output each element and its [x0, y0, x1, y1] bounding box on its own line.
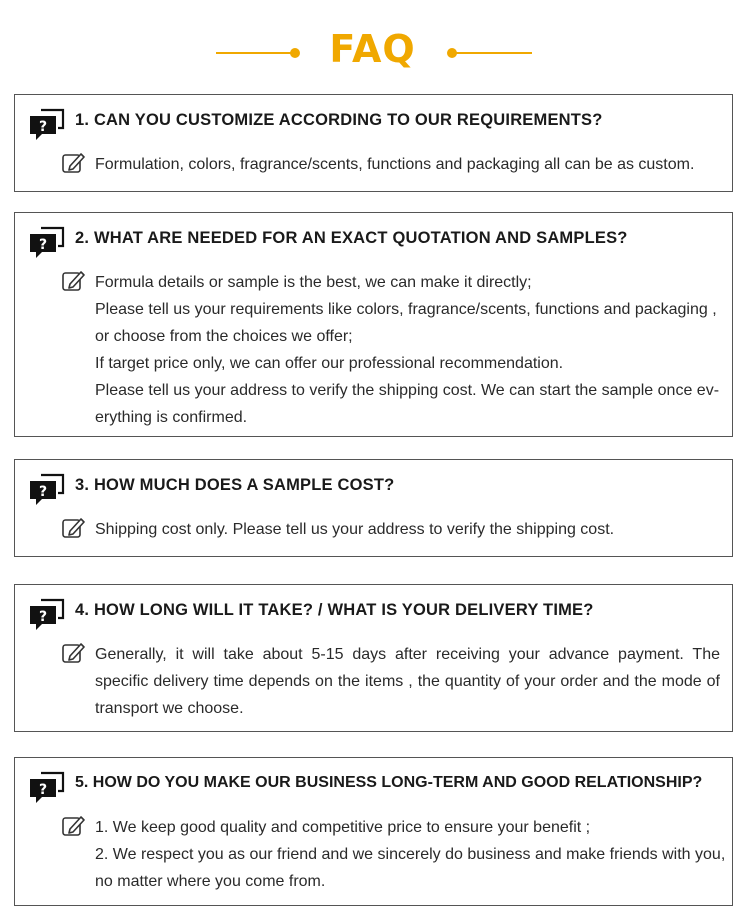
question-chat-icon — [28, 597, 66, 631]
question-text: 4. HOW LONG WILL IT TAKE? / WHAT IS YOUR DELIVERY TIME? — [75, 601, 594, 619]
faq-item-5 — [14, 757, 733, 906]
question-chat-icon — [28, 225, 66, 259]
answer-line: or choose from the choices we offer; — [95, 328, 353, 345]
edit-icon — [61, 814, 85, 838]
edit-icon — [61, 641, 85, 665]
answer-line: 2. We respect you as our friend and we sincerely do business and make friends with you, — [95, 846, 726, 863]
edit-icon — [61, 516, 85, 540]
question-chat-icon — [28, 472, 66, 506]
answer-text — [95, 814, 726, 895]
question-chat-icon — [28, 107, 66, 141]
answer-line: Shipping cost only. Please tell us your address to verify the shipping cost. — [95, 521, 615, 538]
answer-line: Please tell us your address to verify the shipping cost. We can start the sample once ev- — [95, 382, 720, 399]
answer-text — [95, 151, 720, 178]
question-chat-icon — [28, 770, 66, 804]
faq-item-3 — [14, 459, 733, 557]
question-text: 2. WHAT ARE NEEDED FOR AN EXACT QUOTATION AND SAMPLES? — [75, 229, 628, 247]
answer-text: Generally, it will take about 5-15 days after receiving your advance payment. The specific delivery time depends on the items , the quantity of your order and the mode of transport we choose. — [95, 646, 720, 717]
answer-line: Please tell us your requirements like colors, fragrance/scents, functions and packaging , — [95, 301, 717, 318]
question-text: 3. HOW MUCH DOES A SAMPLE COST? — [75, 476, 395, 494]
answer-text — [95, 516, 720, 543]
header-line-left — [216, 52, 292, 54]
answer-line: If target price only, we can offer our professional recommendation. — [95, 355, 564, 372]
faq-item-2 — [14, 212, 733, 437]
answer-line: erything is confirmed. — [95, 409, 248, 426]
answer-line: Formula details or sample is the best, we can make it directly; — [95, 274, 532, 291]
answer-line: Formulation, colors, fragrance/scents, functions and packaging all can be as custom. — [95, 156, 695, 173]
edit-icon — [61, 269, 85, 293]
answer-line: 1. We keep good quality and competitive price to ensure your benefit ; — [95, 819, 591, 836]
answer-text — [95, 269, 720, 431]
question-text: 5. HOW DO YOU MAKE OUR BUSINESS LONG-TERM AND GOOD RELATIONSHIP? — [75, 774, 703, 791]
page-title: FAQ — [329, 27, 416, 71]
edit-icon — [61, 151, 85, 175]
faq-header — [0, 25, 750, 75]
faq-item-4 — [14, 584, 733, 732]
faq-item-1 — [14, 94, 733, 192]
answer-line: no matter where you come from. — [95, 873, 326, 890]
header-line-right — [456, 52, 532, 54]
header-dot-left — [290, 48, 300, 58]
question-text: 1. CAN YOU CUSTOMIZE ACCORDING TO OUR REQUIREMENTS? — [75, 111, 603, 129]
